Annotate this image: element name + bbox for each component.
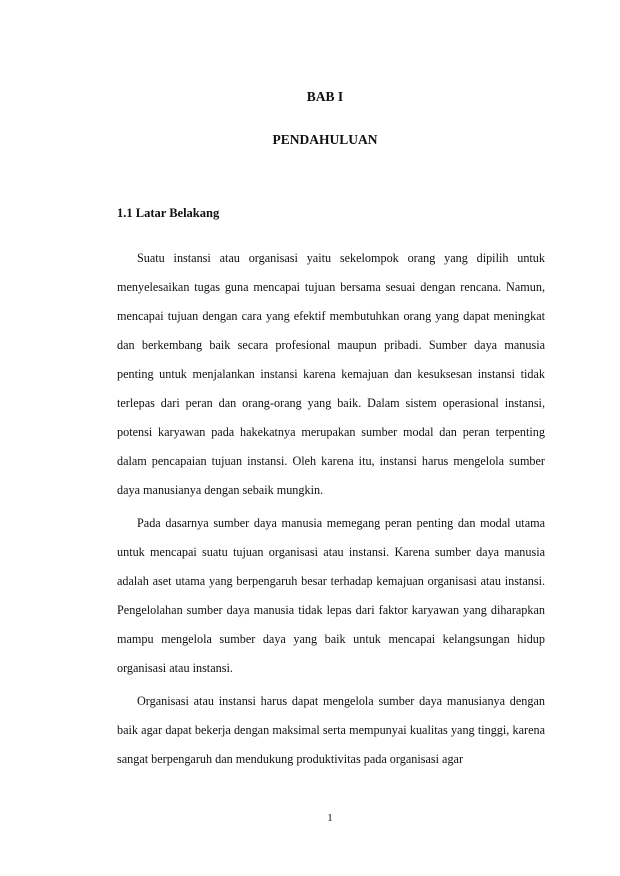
chapter-number: BAB I: [306, 89, 344, 104]
chapter-title: PENDAHULUAN: [272, 132, 378, 147]
paragraph-2: Pada dasarnya sumber daya manusia memegang peran penting dan modal utama untuk mencapai suatu tujuan organisasi atau instansi. Karena sumber daya manusia adalah aset utama yang berpengaruh besar terhadap kemajuan organisasi atau instansi. Pengelolahan sumber daya manusia tidak lepas dari faktor karyawan yang diharapkan mampu mengelola sumber daya yang baik untuk mencapai kelangsungan hidup organisasi atau instansi.: [117, 516, 545, 675]
page-number: 1: [327, 812, 333, 824]
body-text: [117, 244, 545, 774]
section-heading: 1.1 Latar Belakang: [117, 206, 220, 220]
paragraph-3: Organisasi atau instansi harus dapat mengelola sumber daya manusianya dengan baik agar dapat bekerja dengan maksimal serta mempunyai kualitas yang tinggi, karena sangat berpengaruh dan mendukung produktivitas pada organisasi agar: [117, 694, 545, 766]
paragraph-1: Suatu instansi atau organisasi yaitu sekelompok orang yang dipilih untuk menyelesaikan tugas guna mencapai tujuan bersama sesuai dengan rencana. Namun, mencapai tujuan dengan cara yang efektif membutuhkan orang yang dapat meningkat dan berkembang baik secara profesional maupun pribadi. Sumber daya manusia penting untuk menjalankan instansi karena kemajuan dan kesuksesan instansi tidak terlepas dari peran dan orang-orang yang baik. Dalam sistem operasional instansi, potensi karyawan pada hakekatnya merupakan sumber modal dan peran terpenting dalam pencapaian tujuan instansi. Oleh karena itu, instansi harus mengelola sumber daya manusianya dengan sebaik mungkin.: [117, 251, 545, 497]
